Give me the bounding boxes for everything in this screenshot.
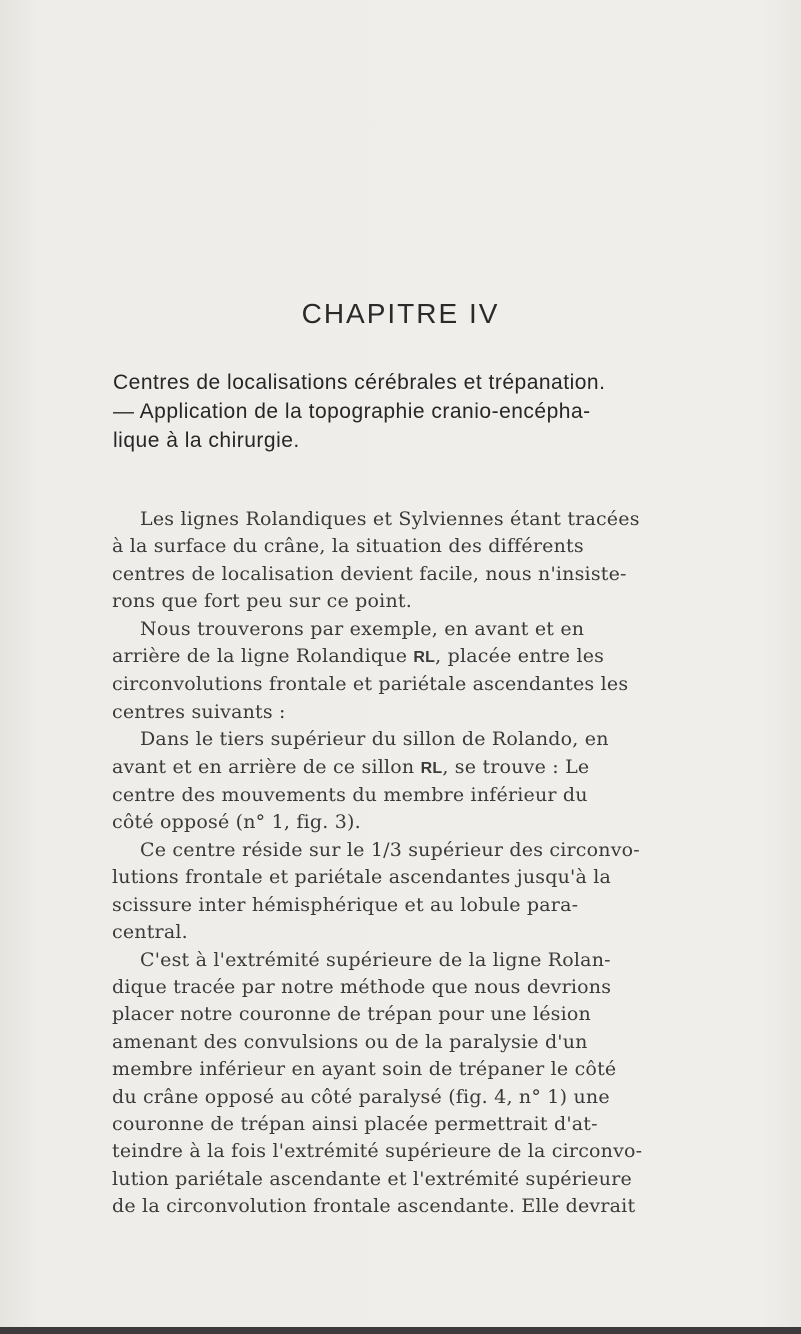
text-line: côté opposé (n° 1, fig. 3). — [112, 811, 361, 834]
text-line: membre inférieur en ayant soin de trépaner le côté — [112, 1058, 617, 1081]
text-line: Ce centre réside sur le 1/3 supérieur des circonvo- — [140, 838, 640, 861]
summary-line: — Application de la topographie cranio-encépha- — [113, 400, 591, 423]
text-line: centre des mouvements du membre inférieur du — [112, 784, 588, 807]
chapter-title: CHAPITRE IV — [301, 298, 500, 329]
text-fragment: , se trouve : Le — [442, 755, 590, 778]
text-line: lution pariétale ascendante et l'extrémité supérieure — [112, 1167, 632, 1190]
summary-line: lique à la chirurgie. — [113, 429, 300, 452]
text-line: Dans le tiers supérieur du sillon de Rolando, en — [140, 728, 609, 751]
text-line: teindre à la fois l'extrémité supérieure de la circonvo- — [112, 1140, 643, 1163]
text-line — [112, 754, 712, 782]
text-line: Nous trouverons par exemple, en avant et en — [140, 617, 585, 640]
text-line: scissure inter hémisphérique et au lobule para- — [112, 893, 579, 916]
text-line: C'est à l'extrémité supérieure de la ligne Rolan- — [140, 948, 611, 971]
text-line: Les lignes Rolandiques et Sylviennes étant tracées — [140, 508, 640, 530]
summary-line: Centres de localisations cérébrales et trépanation. — [113, 371, 606, 394]
text-line: couronne de trépan ainsi placée permettrait d'at- — [112, 1112, 598, 1135]
rolandic-line-abbr: RL — [420, 759, 443, 777]
text-line — [112, 643, 712, 671]
text-line: circonvolutions frontale et pariétale ascendantes les — [112, 673, 629, 696]
text-fragment: arrière de la ligne Rolandique — [112, 645, 414, 668]
text-line: rons que fort peu sur ce point. — [112, 590, 412, 613]
text-line: à la surface du crâne, la situation des différents — [112, 535, 584, 558]
text-line: de la circonvolution frontale ascendante. Elle devrait — [112, 1195, 636, 1218]
rolandic-line-abbr: RL — [413, 649, 436, 667]
text-line: amenant des convulsions ou de la paralysie d'un — [112, 1030, 588, 1053]
text-fragment: , placée entre les — [435, 645, 605, 668]
text-fragment: avant et en arrière de ce sillon — [112, 755, 421, 778]
text-line: lutions frontale et pariétale ascendantes jusqu'à la — [112, 866, 612, 889]
body-text — [112, 506, 712, 1221]
text-line: centres suivants : — [112, 700, 286, 723]
text-line: centres de localisation devient facile, nous n'insiste- — [112, 562, 627, 585]
page-bottom-edge — [0, 1327, 801, 1334]
text-line: central. — [112, 921, 188, 944]
chapter-summary — [113, 368, 703, 455]
text-line: dique tracée par notre méthode que nous devrions — [112, 975, 612, 998]
text-line: du crâne opposé au côté paralysé (fig. 4, n° 1) une — [112, 1085, 610, 1108]
text-line: placer notre couronne de trépan pour une lésion — [112, 1003, 591, 1026]
